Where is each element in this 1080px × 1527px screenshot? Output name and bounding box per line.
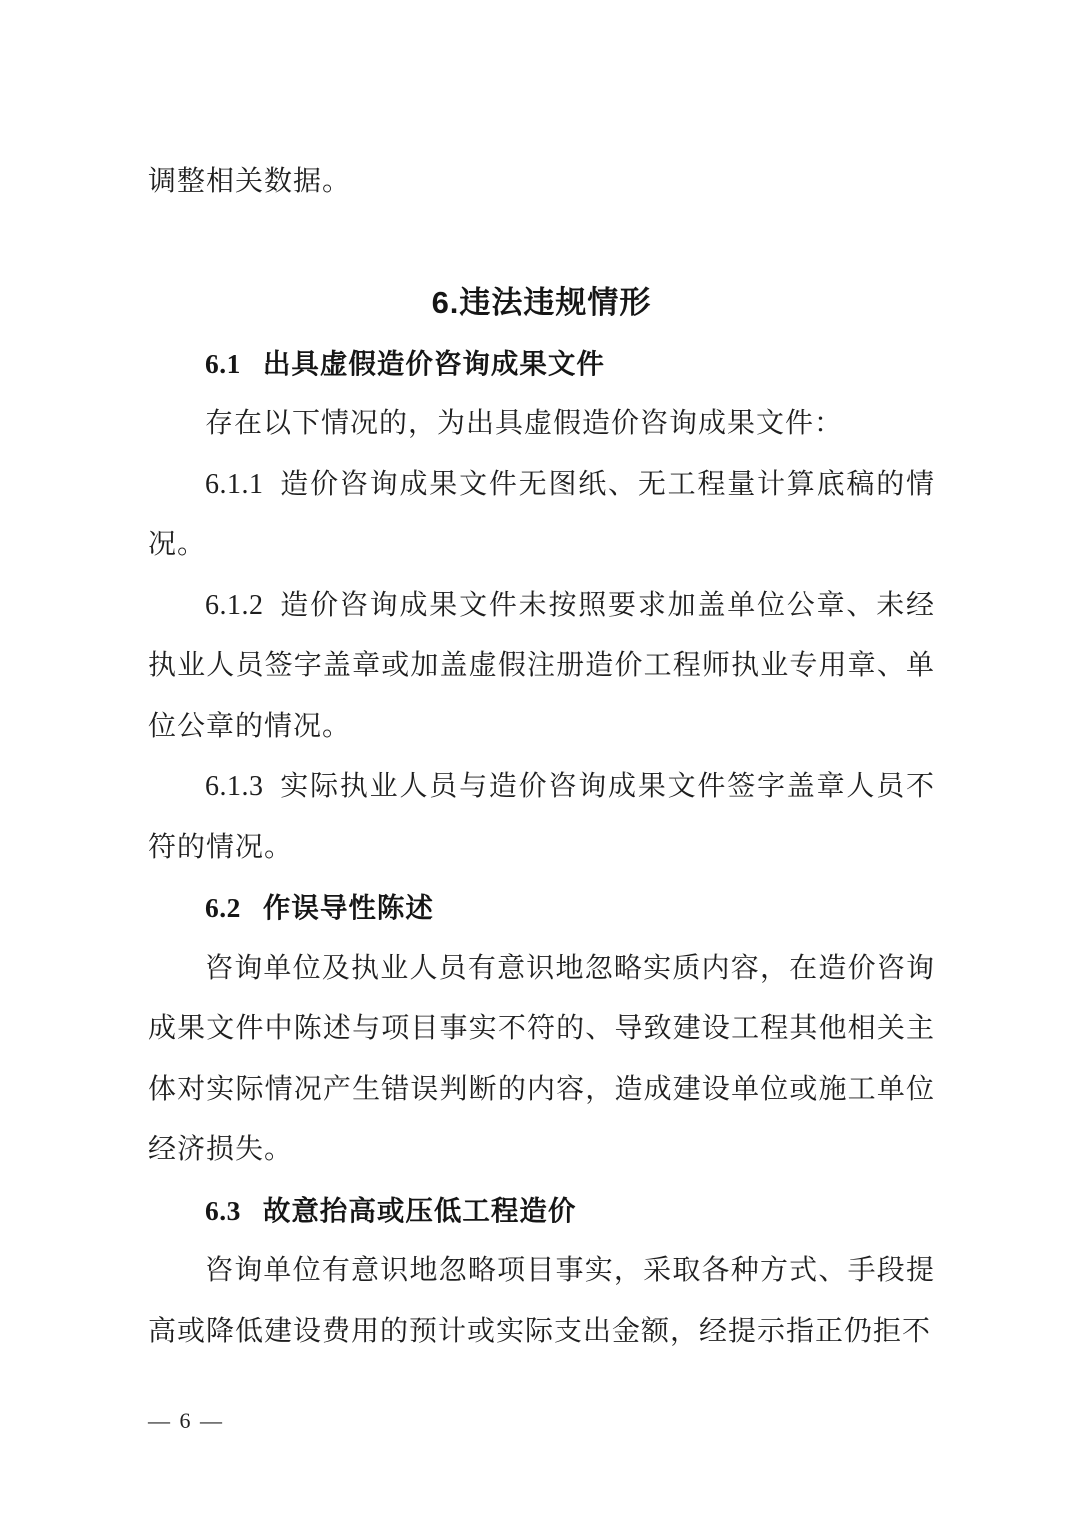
section-number: 6.3 [205,1194,241,1226]
clause-6-1-2 [148,576,935,758]
chapter-heading: 6.违法违规情形 [431,285,652,320]
clause-number: 6.1.1 [205,468,264,500]
section-6-3-body: 咨询单位有意识地忽略项目事实，采取各种方式、手段提高或降低建设费用的预计或实际支出金额，经提示指正仍拒不 [148,1255,935,1347]
section-title: 故意抬高或压低工程造价 [262,1194,577,1226]
clause-6-1-1 [148,455,935,576]
clause-6-1-3 [148,757,935,878]
clause-text: 造价咨询成果文件无图纸、无工程量计算底稿的情况。 [148,468,935,560]
section-number: 6.1 [205,347,241,379]
clause-number: 6.1.3 [205,771,264,802]
section-number: 6.2 [205,892,241,923]
clause-number: 6.1.2 [205,589,264,621]
page-number: — 6 — [148,1408,224,1433]
section-title: 出具虚假造价咨询成果文件 [262,347,605,379]
section-heading-6-3 [148,1181,935,1242]
section-6-1-intro: 存在以下情况的，为出具虚假造价咨询成果文件： [205,408,844,439]
document-body [148,152,935,1362]
paragraph-continuation: 调整相关数据。 [148,166,352,197]
section-title: 作误导性陈述 [262,892,434,923]
section-heading-6-1 [148,334,935,395]
clause-text: 造价咨询成果文件未按照要求加盖单位公章、未经执业人员签字盖章或加盖虚假注册造价工程师执业专用章、单位公章的情况。 [148,589,935,742]
section-heading-6-2 [148,878,935,939]
clause-text: 实际执业人员与造价咨询成果文件签字盖章人员不符的情况。 [148,771,935,863]
section-6-2-body: 咨询单位及执业人员有意识地忽略实质内容，在造价咨询成果文件中陈述与项目事实不符的、导致建设工程其他相关主体对实际情况产生错误判断的内容，造成建设单位或施工单位经济损失。 [148,952,935,1165]
